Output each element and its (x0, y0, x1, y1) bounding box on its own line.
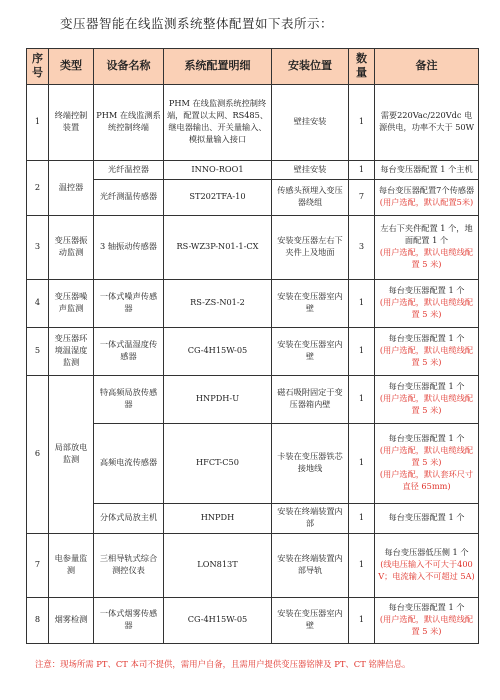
row-remark (375, 375, 479, 423)
row-install: 传感头预埋入变压器绕组 (272, 179, 349, 215)
row-device-name: 3 轴振动传感器 (94, 215, 164, 279)
row-device-name: 分体式局放主机 (94, 503, 164, 533)
remark-option-note: (用户选配，默认电缆线配置 5 米) (379, 445, 474, 468)
row-device-name: 光纤温控器 (94, 160, 164, 179)
header-spec: 系统配置明细 (164, 49, 272, 85)
row-device-name: 一体式温湿度传感器 (94, 327, 164, 375)
row-seq: 4 (27, 279, 49, 327)
remark-option-note: (用户选配，默认电缆线配置 5 米) (379, 297, 474, 320)
row-seq: 6 (27, 375, 49, 533)
row-seq: 1 (27, 84, 49, 160)
row-spec: PHM 在线监测系统控制终端，配置以太网、RS485、继电器输出、开关量输入、模拟量输入接口 (164, 84, 272, 160)
row-seq: 2 (27, 160, 49, 215)
row-type: 局部放电监测 (49, 375, 94, 533)
row-type: 变压器振动监测 (49, 215, 94, 279)
row-seq: 5 (27, 327, 49, 375)
row-spec: CG-4H15W-05 (164, 597, 272, 643)
row-qty: 1 (349, 279, 375, 327)
row-install: 安装在终端装置内部导轨 (272, 533, 349, 597)
table-row (27, 375, 479, 423)
table-row (27, 179, 479, 215)
row-install: 安装在终端装置内部 (272, 503, 349, 533)
remark-option-note: (用户选配，默认电缆线配置 5 米) (379, 247, 474, 269)
row-install: 安装在变压器室内壁 (272, 597, 349, 643)
row-type: 烟雾检测 (49, 597, 94, 643)
remark-option-note: (用户选配，默认电缆线配置 5 米) (379, 345, 474, 368)
row-device-name: 特高频局放传感器 (94, 375, 164, 423)
row-qty: 1 (349, 160, 375, 179)
header-remark: 备注 (375, 49, 479, 85)
row-qty: 1 (349, 533, 375, 597)
row-remark (375, 179, 479, 215)
row-qty: 1 (349, 327, 375, 375)
row-seq: 3 (27, 215, 49, 279)
row-spec: RS-WZ3P-N01-1-CX (164, 215, 272, 279)
table-row (27, 279, 479, 327)
row-type: 终端控制装置 (49, 84, 94, 160)
remark-text: 每台变压器低压侧 1 个 (384, 547, 469, 558)
row-install: 安装变压器左右下夹件上及地面 (272, 215, 349, 279)
row-qty: 1 (349, 423, 375, 503)
remark-text: 左右下夹件配置 1 个，地面配置 1 个 (380, 223, 473, 246)
header-qty: 数量 (349, 49, 375, 85)
row-device-name: PHM 在线监测系统控制终端 (94, 84, 164, 160)
row-qty: 1 (349, 84, 375, 160)
row-type: 变压器环境温湿度监测 (49, 327, 94, 375)
row-remark: 需要220Vac/220Vdc 电源供电，功率不大于 50W (375, 84, 479, 160)
row-device-name: 光纤测温传感器 (94, 179, 164, 215)
row-remark (375, 533, 479, 597)
header-type: 类型 (49, 49, 94, 85)
header-name: 设备名称 (94, 49, 164, 85)
row-install: 卡装在变压器铁芯接地线 (272, 423, 349, 503)
remark-option-note: (线电压输入不可大于400V；电流输入不可超过 5A) (378, 559, 475, 582)
table-row (27, 215, 479, 279)
table-row (27, 327, 479, 375)
row-remark (375, 423, 479, 503)
row-remark (375, 279, 479, 327)
config-table (26, 48, 479, 644)
remark-text: 每台变压器配置 1 个 (388, 602, 465, 613)
row-qty: 1 (349, 375, 375, 423)
row-type: 温控器 (49, 160, 94, 215)
remark-option-note: (用户选配，默认配置5米) (379, 197, 474, 208)
row-spec: CG-4H15W-05 (164, 327, 272, 375)
header-install: 安装位置 (272, 49, 349, 85)
table-row (27, 503, 479, 533)
row-install: 壁挂安装 (272, 84, 349, 160)
row-type: 电参量监测 (49, 533, 94, 597)
row-spec: INNO-ROO1 (164, 160, 272, 179)
row-type: 变压器噪声监测 (49, 279, 94, 327)
row-device-name: 一体式噪声传感器 (94, 279, 164, 327)
row-qty: 3 (349, 215, 375, 279)
row-install: 安装在变压器室内壁 (272, 327, 349, 375)
remark-option-note: (用户选配，默认电缆线配置 5 米) (379, 393, 474, 416)
row-install: 磁石吸附固定于变压器箱内壁 (272, 375, 349, 423)
remark-text: 每台变压器配置 1 个 (388, 381, 465, 392)
row-seq: 8 (27, 597, 49, 643)
table-row (27, 597, 479, 643)
row-qty: 1 (349, 597, 375, 643)
row-spec: HNPDH-U (164, 375, 272, 423)
row-spec: LON813T (164, 533, 272, 597)
row-remark (375, 327, 479, 375)
row-remark (375, 597, 479, 643)
row-spec: HFCT-C50 (164, 423, 272, 503)
remark-option-note: (用户选配，默认电缆线配置 5 米) (379, 614, 474, 637)
row-remark (375, 215, 479, 279)
row-device-name: 一体式烟雾传感器 (94, 597, 164, 643)
footnote: 注意：现场所需 PT、CT 本司不提供，需用户自备，且需用户提供变压器铭牌及 PT、CT 铭牌信息。 (35, 659, 411, 669)
row-device-name: 高频电流传感器 (94, 423, 164, 503)
table-header-row (27, 49, 479, 85)
remark-text: 每台变压器配置 1 个 (388, 433, 465, 444)
row-remark: 每台变压器配置 1 个主机 (375, 160, 479, 179)
row-install: 安装在变压器室内壁 (272, 279, 349, 327)
row-spec: RS-ZS-N01-2 (164, 279, 272, 327)
table-row (27, 160, 479, 179)
row-spec: HNPDH (164, 503, 272, 533)
table-row (27, 423, 479, 503)
remark-text: 每台变压器配置7个传感器 (378, 185, 475, 196)
row-qty: 7 (349, 179, 375, 215)
remark-option-note-ring: (用户选配，默认套环尺寸直径 65mm) (379, 469, 474, 491)
header-seq: 序号 (27, 49, 49, 85)
table-row (27, 84, 479, 160)
row-seq: 7 (27, 533, 49, 597)
page-title: 变压器智能在线监测系统整体配置如下表所示： (60, 16, 334, 31)
table-row (27, 533, 479, 597)
row-qty: 1 (349, 503, 375, 533)
row-spec: ST202TFA-10 (164, 179, 272, 215)
row-install: 壁挂安装 (272, 160, 349, 179)
remark-text: 每台变压器配置 1 个 (388, 333, 465, 344)
row-device-name: 三相导轨式综合测控仪表 (94, 533, 164, 597)
remark-text: 每台变压器配置 1 个 (388, 285, 465, 296)
row-remark: 每台变压器配置 1 个 (375, 503, 479, 533)
